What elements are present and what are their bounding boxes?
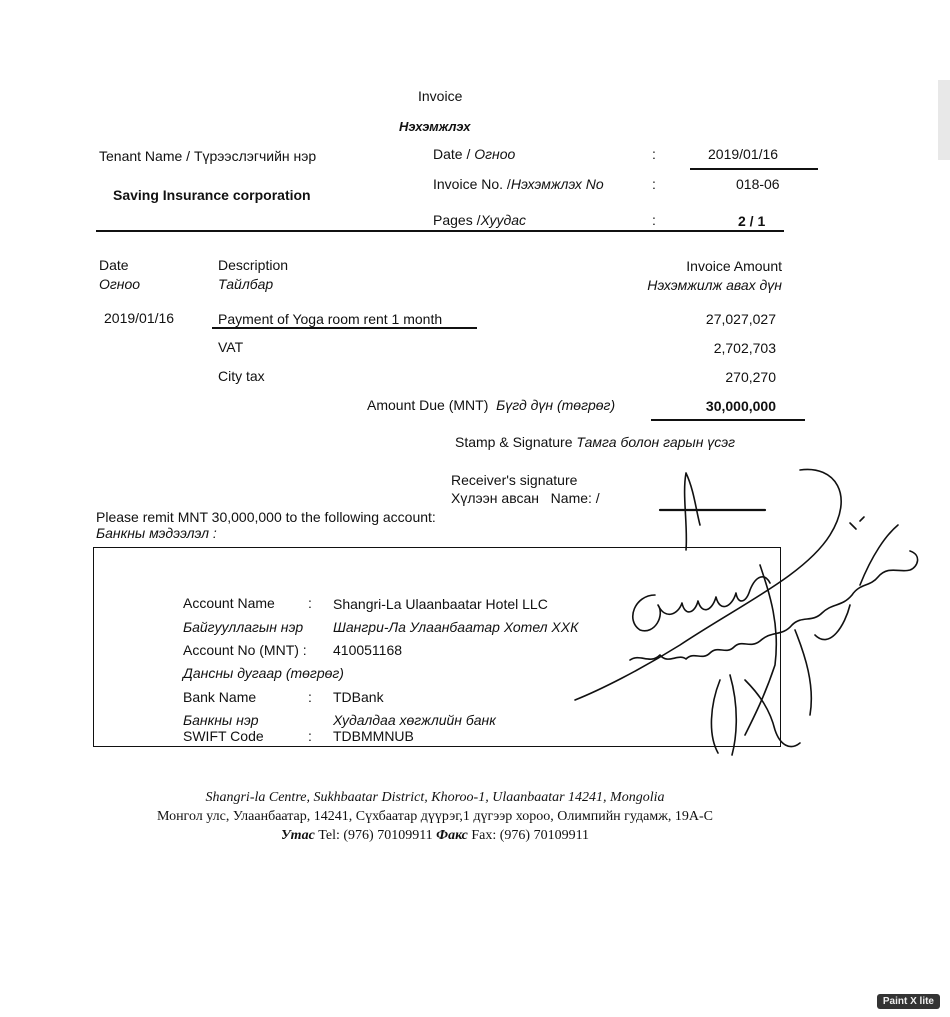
- date-separator: :: [652, 146, 656, 162]
- account-name-label-mn: Байгууллагын нэр: [183, 619, 304, 635]
- swift-label: SWIFT Code: [183, 728, 264, 744]
- receiver-signature-label: Receiver's signature: [451, 472, 578, 488]
- total-value: 30,000,000: [705, 398, 776, 414]
- date-underline: [690, 168, 818, 170]
- swift-value: TDBMMNUB: [333, 728, 414, 744]
- pages-label: [433, 212, 526, 228]
- row-1-description: Payment of Yoga room rent 1 month: [218, 311, 443, 327]
- col-date-header: Date: [99, 257, 129, 273]
- bank-name-value-mn: Худалдаа хөгжлийн банк: [333, 712, 496, 728]
- remit-instruction: Please remit MNT 30,000,000 to the following account:: [96, 509, 436, 525]
- invoice-no-label-mn: Нэхэмжлэх No: [510, 176, 604, 192]
- total-underline: [651, 419, 805, 421]
- invoice-no-separator: :: [652, 176, 656, 192]
- bank-name-label-mn: Банкны нэр: [183, 712, 259, 728]
- total-label-mn: Бүгд дүн (төгрөг): [496, 397, 616, 413]
- account-name-label: Account Name: [183, 595, 275, 611]
- footer-fax: Fax: (976) 70109911: [471, 828, 590, 843]
- row-1-underline: [212, 327, 477, 329]
- invoice-no-label: [433, 176, 604, 192]
- invoice-title-mn: Нэхэмжлэх: [399, 119, 471, 134]
- account-no-label: Account No (MNT) :: [183, 642, 307, 658]
- footer-address-en: Shangri-la Centre, Sukhbaatar District, Khoroo-1, Ulaanbaatar 14241, Mongolia: [205, 790, 665, 805]
- total-label: [367, 397, 615, 413]
- remit-instruction-mn: Банкны мэдээлэл :: [96, 525, 217, 541]
- pages-separator: :: [652, 212, 656, 228]
- footer-phone-label-mn: Утас: [280, 828, 315, 843]
- invoice-no-label-en: Invoice No. /: [433, 176, 511, 192]
- account-name-value-mn: Шангри-Ла Улаанбаатар Хотел ХХК: [333, 619, 579, 635]
- row-1-date: 2019/01/16: [104, 310, 175, 326]
- scan-edge-mark: [938, 80, 950, 160]
- col-amount-header: Invoice Amount: [686, 258, 782, 274]
- col-amount-header-mn: Нэхэмжилж авах дүн: [647, 277, 782, 293]
- pages-label-mn: Хуудас: [480, 212, 527, 228]
- stamp-label: [455, 434, 735, 450]
- date-label: [433, 146, 515, 162]
- account-no-value: 410051168: [333, 642, 403, 658]
- row-3-amount: 270,270: [725, 369, 776, 385]
- col-date-header-mn: Огноо: [99, 276, 141, 292]
- footer-phone: Tel: (976) 70109911: [318, 828, 433, 843]
- tenant-name: Saving Insurance corporation: [113, 187, 311, 203]
- footer-address-mn: Монгол улс, Улаанбаатар, 14241, Сүхбаатар дүүрэг,1 дүгээр хороо, Олимпийн гудамж, 19А-С: [156, 809, 714, 824]
- stamp-label-mn: Тамга болон гарын үсэг: [576, 434, 736, 450]
- receiver-name-label-mn: Хүлээн авсан: [451, 490, 539, 506]
- date-value: 2019/01/16: [708, 146, 779, 162]
- receiver-name-label-en: Name: /: [550, 490, 600, 506]
- row-2-description: VAT: [218, 339, 244, 355]
- stamp-label-en: Stamp & Signature: [455, 434, 573, 450]
- swift-colon: :: [308, 728, 312, 744]
- bank-name-colon: :: [308, 689, 312, 705]
- bank-name-value: TDBank: [333, 689, 384, 705]
- tenant-label: Tenant Name / Түрээслэгчийн нэр: [99, 148, 317, 164]
- pages-value: 2 / 1: [738, 213, 766, 229]
- footer-contact: [0, 828, 870, 844]
- col-desc-header-mn: Тайлбар: [218, 276, 274, 292]
- account-no-label-mn: Дансны дугаар (төгрөг): [183, 665, 344, 681]
- invoice-title: Invoice: [418, 88, 463, 104]
- date-label-en: Date /: [433, 146, 475, 162]
- row-3-description: City tax: [218, 368, 265, 384]
- account-name-colon: :: [308, 595, 312, 611]
- header-divider: [96, 230, 784, 232]
- account-name-value: Shangri-La Ulaanbaatar Hotel LLC: [333, 596, 548, 612]
- date-label-mn: Огноо: [474, 146, 516, 162]
- col-desc-header: Description: [218, 257, 289, 273]
- total-label-en: Amount Due (MNT): [367, 397, 489, 413]
- bank-name-label: Bank Name: [183, 689, 257, 705]
- row-2-amount: 2,702,703: [713, 340, 776, 356]
- handwritten-signature: [560, 455, 945, 760]
- invoice-no-value: 018-06: [736, 176, 780, 192]
- row-1-amount: 27,027,027: [705, 311, 776, 327]
- pages-label-en: Pages /: [433, 212, 481, 228]
- footer-fax-label-mn: Факс: [436, 828, 468, 843]
- app-watermark: Paint X lite: [877, 994, 940, 1009]
